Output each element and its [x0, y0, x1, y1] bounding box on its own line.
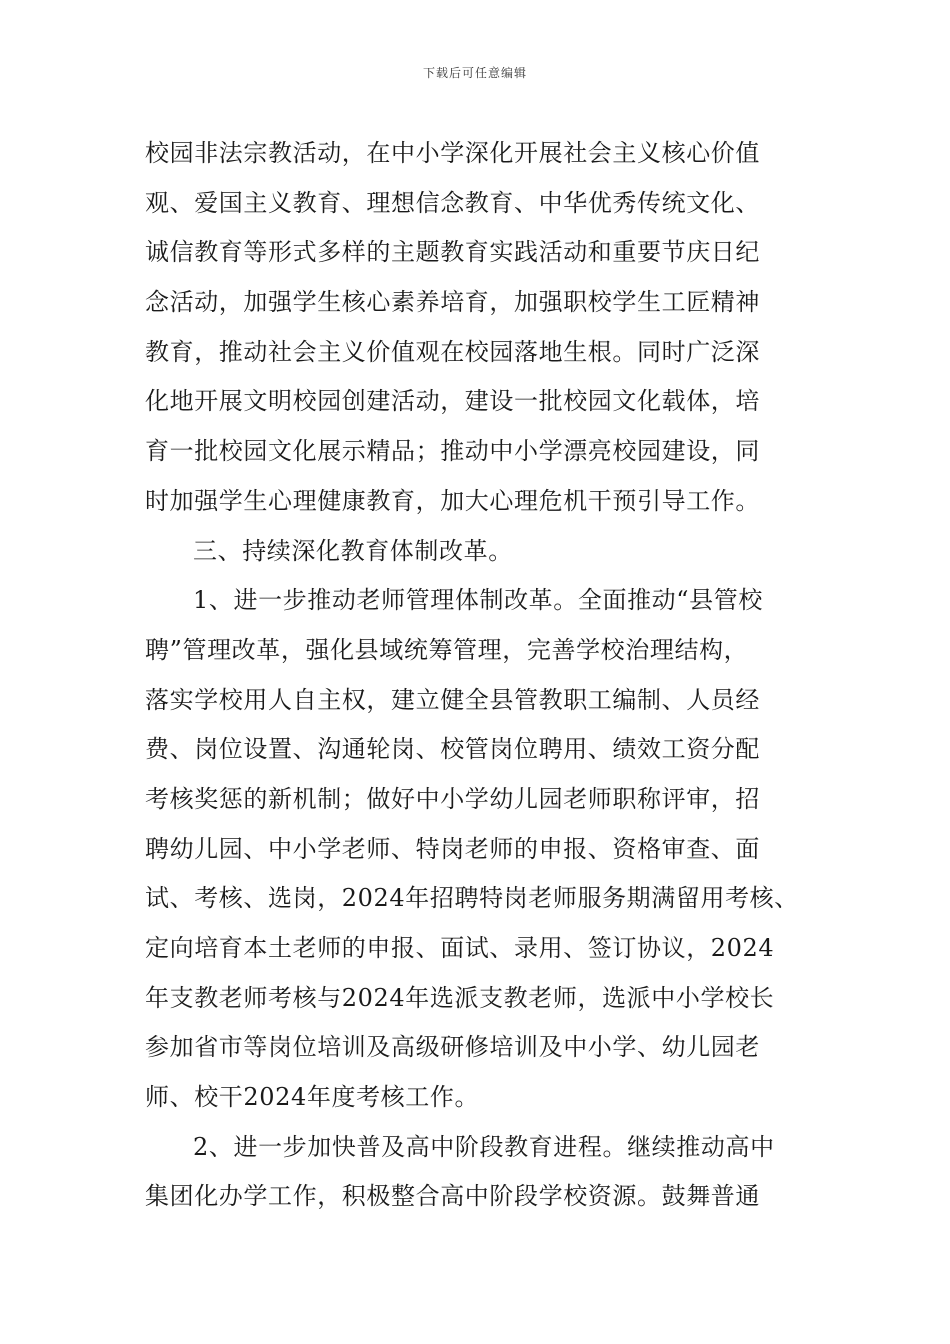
text-line: 时加强学生心理健康教育，加大心理危机干预引导工作。 [145, 486, 760, 515]
text-line: 诚信教育等形式多样的主题教育实践活动和重要节庆日纪 [145, 238, 760, 267]
text-line: 教育，推动社会主义价值观在校园落地生根。同时广泛深 [145, 337, 760, 366]
document-body [145, 129, 825, 1222]
paragraph-start: 2、进一步加快普及高中阶段教育进程。继续推动高中 [193, 1132, 775, 1161]
text-line: 聘”管理改革，强化县域统筹管理，完善学校治理结构， [145, 635, 749, 664]
text-line: 化地开展文明校园创建活动，建设一批校园文化载体，培 [145, 387, 760, 416]
text-line: 试、考核、选岗，2024年招聘特岗老师服务期满留用考核、 [145, 884, 799, 913]
text-line: 聘幼儿园、中小学老师、特岗老师的申报、资格审查、面 [145, 834, 760, 863]
text-line: 集团化办学工作，积极整合高中阶段学校资源。鼓舞普通 [145, 1182, 760, 1211]
text-line: 校园非法宗教活动，在中小学深化开展社会主义核心价值 [145, 139, 760, 167]
header-note: 下载后可任意编辑 [422, 66, 527, 80]
text-line: 念活动，加强学生核心素养培育，加强职校学生工匠精神 [145, 288, 760, 317]
text-line: 师、校干2024年度考核工作。 [145, 1083, 480, 1112]
paragraph-start: 1、进一步推动老师管理体制改革。全面推动“县管校 [193, 586, 763, 615]
text-line: 费、岗位设置、沟通轮岗、校管岗位聘用、绩效工资分配 [145, 735, 760, 764]
text-line: 参加省市等岗位培训及高级研修培训及中小学、幼儿园老 [145, 1033, 760, 1062]
text-line: 落实学校用人自主权，建立健全县管教职工编制、人员经 [145, 685, 760, 714]
text-line: 年支教老师考核与2024年选派支教老师，选派中小学校长 [145, 983, 775, 1012]
section-heading: 三、持续深化教育体制改革。 [193, 536, 513, 565]
text-line: 育一批校园文化展示精品；推动中小学漂亮校园建设，同 [145, 437, 760, 466]
text-line: 观、爱国主义教育、理想信念教育、中华优秀传统文化、 [145, 188, 760, 217]
text-line: 考核奖惩的新机制；做好中小学幼儿园老师职称评审，招 [145, 784, 760, 813]
text-line: 定向培育本土老师的申报、面试、录用、签订协议，2024 [145, 934, 775, 962]
